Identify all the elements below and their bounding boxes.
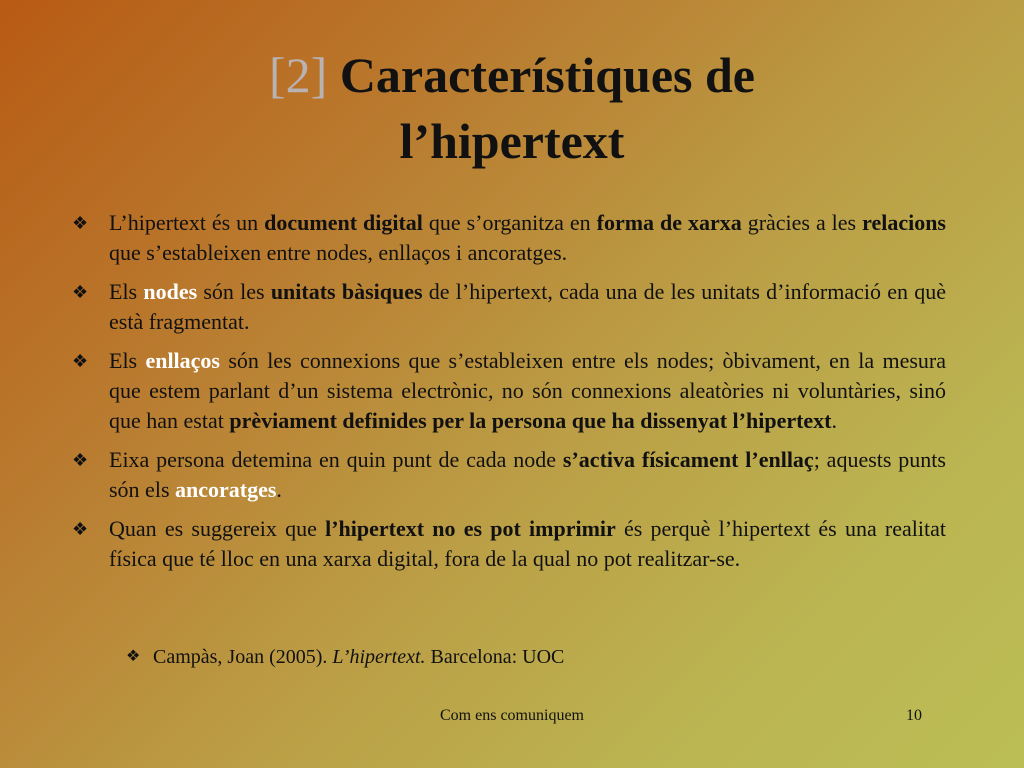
title-line1: Característiques de <box>339 47 755 103</box>
bullet-highlight: ancoratges <box>175 477 277 502</box>
bullet-highlight: enllaços <box>145 348 220 373</box>
bullet-text: Els <box>109 348 146 373</box>
bullet-item <box>72 445 946 505</box>
bullet-bold: relacions <box>862 210 946 235</box>
bullet-text: ; aquests punts són els <box>109 447 946 502</box>
diamond-bullet-icon: ❖ <box>72 450 89 470</box>
bullet-item <box>72 346 946 436</box>
bullet-text: que s’estableixen entre nodes, enllaços i ancoratges. <box>109 240 568 265</box>
bullet-text: són les connexions que s’estableixen entre els nodes; òbivament, en la mesura que estem parlant d’un sistema electrònic, no són connexions aleatòries ni voluntàries, sinó que han estat <box>109 348 946 433</box>
diamond-bullet-icon: ❖ <box>72 519 89 539</box>
diamond-bullet-icon: ❖ <box>72 213 89 233</box>
bullet-bold: unitats bàsiques <box>270 279 423 304</box>
bullet-bold: forma de xarxa <box>596 210 742 235</box>
footer-text: Com ens comuniquem <box>440 707 584 724</box>
title-line2: l’hipertext <box>399 113 625 169</box>
bullet-text: són les <box>197 279 271 304</box>
bullet-text: és perquè l’hipertext és una realitat física que té lloc en una xarxa digital, fora de la qual no pot realitzar-se. <box>109 516 946 571</box>
bullet-text: gràcies a les <box>741 210 863 235</box>
bullet-bold: prèviament definides per la persona que ha dissenyat l’hipertext <box>229 408 832 433</box>
reference-work: L’hipertext. <box>332 646 426 668</box>
diamond-bullet-icon: ❖ <box>72 351 89 371</box>
bullet-text: . <box>831 408 838 433</box>
title-number: [2] <box>269 47 328 103</box>
slide-number: 10 <box>906 707 922 724</box>
bullet-bold: s’activa físicament l’enllaç <box>562 447 814 472</box>
bullet-text: L’hipertext és un <box>109 210 265 235</box>
bullet-bold: document digital <box>264 210 423 235</box>
bullet-text: de l’hipertext, cada una de les unitats d’informació en què està fragmentat. <box>109 279 946 334</box>
bullet-text: Quan es suggereix que <box>109 516 326 541</box>
bullet-text: . <box>276 477 282 502</box>
bullet-text: Els <box>109 279 144 304</box>
reference-author: Campàs, Joan (2005). <box>153 646 333 668</box>
bullet-text: Eixa persona detemina en quin punt de cada node <box>109 447 563 472</box>
diamond-bullet-icon: ❖ <box>72 282 89 302</box>
bullet-bold: l’hipertext no es pot imprimir <box>325 516 616 541</box>
bullet-item <box>72 208 946 268</box>
bullet-item <box>72 277 946 337</box>
slide-title <box>60 42 964 174</box>
reference-citation <box>126 642 564 672</box>
bullet-item <box>72 514 946 574</box>
reference-publisher: Barcelona: UOC <box>425 646 565 668</box>
bullet-list <box>72 208 946 583</box>
bullet-highlight: nodes <box>143 279 198 304</box>
diamond-bullet-icon: ❖ <box>126 648 141 665</box>
bullet-text: que s’organitza en <box>422 210 597 235</box>
